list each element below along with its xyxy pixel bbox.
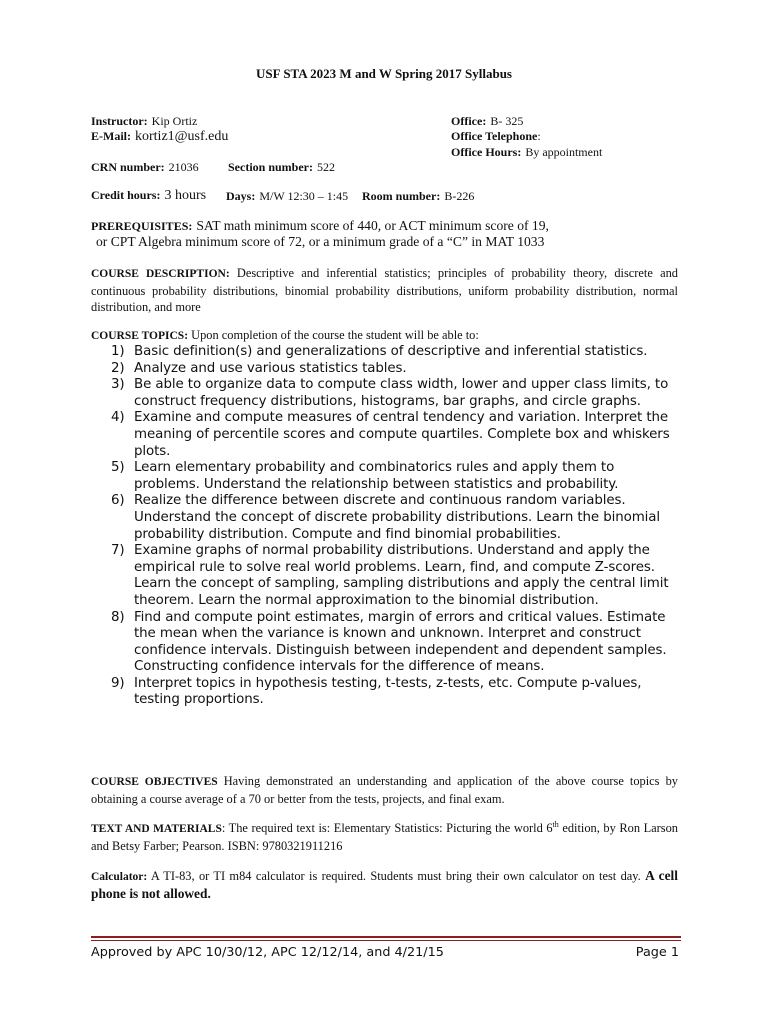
course-description [91,265,678,316]
crn-value: 21036 [168,160,199,174]
credit-hours-value: 3 hours [164,188,207,203]
list-item [91,610,681,676]
email-address[interactable]: kortiz1@usf.edu [135,129,229,144]
calculator-section [91,868,678,902]
list-item-text: Be able to organize data to compute class width, lower and upper class limits, to construct frequency distributions, histograms, bar graphs, and circle graphs. [134,377,669,409]
list-item [91,410,681,460]
credit-hours-line [91,186,206,204]
instructor-name: Kip Ortiz [151,114,198,128]
office-value: B- 325 [490,114,524,128]
crn-label: CRN number: [91,160,165,174]
list-item-number: 6) [111,493,125,509]
instructor-line: Instructor: Kip Ortiz [91,114,198,128]
list-item [91,493,681,543]
calculator-label: Calculator: [91,871,148,883]
office-line: Office: B- 325 [451,114,524,128]
instructor-label: Instructor [91,114,144,128]
list-item [91,377,681,410]
course-topics-intro: Upon completion of the course the student will be able to: [191,328,479,342]
course-topics-label: COURSE TOPICS: [91,330,189,342]
list-item [91,676,681,709]
office-telephone-line: Office Telephone: [451,129,541,143]
list-item-number: 4) [111,410,125,426]
office-telephone-label: Office Telephone [451,129,538,143]
list-item [91,460,681,493]
footer-rule-thin [91,940,681,941]
footer-rule-thick [91,936,681,938]
section-line [228,158,335,176]
text-materials-text-after: edition, by Ron Larson and Betsy Farber; Pearson. ISBN: 9780321911216 [91,821,678,853]
email-line: E-Mail: kortiz1@usf.edu [91,129,229,144]
days-label: Days: [226,189,256,203]
room-value: B-226 [444,189,475,203]
credit-hours-label: Credit hours: [91,188,161,202]
list-item-text: Learn elementary probability and combinatorics rules and apply them to problems. Understand the relationship between statistics and probability. [134,460,619,492]
section-value: 522 [317,160,335,174]
text-materials-text-before: The required text is: Elementary Statistics: Picturing the world 6 [228,821,553,835]
course-topics-heading [91,328,479,343]
room-line [362,187,474,205]
list-item [91,361,681,378]
list-item-number: 7) [111,543,125,559]
list-item-number: 2) [111,360,125,376]
list-item-text: Interpret topics in hypothesis testing, t-tests, z-tests, etc. Compute p-values, testing proportions. [134,675,642,708]
list-item-number: 8) [111,609,125,625]
section-label: Section number: [228,160,313,174]
room-label: Room number: [362,189,441,203]
prerequisites-line-1 [91,217,549,235]
footer-page-number: Page 1 [635,945,679,960]
course-description-text: Descriptive and inferential statistics; principles of probability theory, discrete and continuous probability distributions, binomial probability distributions, uniform probability distribution, normal distribution, and more [91,266,678,314]
crn-line [91,158,199,176]
days-value: M/W 12:30 – 1:45 [259,189,349,203]
list-item [91,344,681,361]
list-item [91,543,681,609]
office-hours-label: Office Hours: [451,145,522,159]
footer-approved: Approved by APC 10/30/12, APC 12/12/14, and 4/21/15 [91,945,444,960]
list-item-number: 5) [111,460,125,476]
course-description-label: COURSE DESCRIPTION: [91,268,230,280]
office-hours-value: By appointment [525,145,603,159]
prerequisites-text-1: SAT math minimum score of 440, or ACT minimum score of 19, [196,218,549,233]
course-topics-list [91,344,681,709]
list-item-text: Find and compute point estimates, margin of errors and critical values. Estimate the mean when the variance is known and unknown. Interpret and construct confidence intervals. Distinguish between independent and dependent samples. Constructing confidence intervals for the difference of means. [134,609,667,675]
email-label: E-Mail [91,129,127,143]
document-title: USF STA 2023 M and W Spring 2017 Syllabus [256,66,512,81]
office-hours-line [451,143,602,161]
list-item-number: 1) [111,344,125,359]
course-objectives-text: Having demonstrated an understanding and application of the above course topics by obtaining a course average of a 70 or better from the tests, projects, and final exam. [91,774,678,806]
list-item-number: 3) [111,377,125,393]
list-item-text: Realize the difference between discrete and continuous random variables. Understand the concept of discrete probability distributions. Learn the binomial probability distribution. Compute and find binomial probabilities. [134,493,661,542]
list-item-text: Analyze and use various statistics tables. [134,360,407,376]
text-materials-label: TEXT AND MATERIALS [91,823,222,835]
prerequisites-text-2: or CPT Algebra minimum score of 72, or a minimum grade of a “C” in MAT 1033 [96,234,545,249]
calculator-text: A TI-83, or TI m84 calculator is required. Students must bring their own calculator on test day. [150,869,641,883]
list-item-text: Examine and compute measures of central tendency and variation. Interpret the meaning of percentile scores and compute quartiles. Complete box and whiskers plots. [134,410,670,459]
prerequisites-label: PREREQUISITES: [91,219,193,233]
course-objectives [91,773,678,807]
text-and-materials: TEXT AND MATERIALS: The required text is: Elementary Statistics: Picturing the world 6th edition, by Ron Larson and Betsy Farber; Pearson. ISBN: 9780321911216 [91,819,678,853]
calculator-bold-text: A cell phone is not allowed. [91,868,678,901]
list-item-text: Basic definition(s) and generalizations of descriptive and inferential statistics. [134,344,648,359]
list-item-text: Examine graphs of normal probability distributions. Understand and apply the empirical rule to solve real world problems. Learn, find, and compute Z-scores. Learn the concept of sampling, sampling distributions and apply the central limit theorem. Learn the normal approximation to the binomial distribution. [134,543,669,608]
list-item-number: 9) [111,675,125,691]
days-line [226,187,348,205]
office-label: Office [451,114,483,128]
course-objectives-label: COURSE OBJECTIVES [91,776,218,788]
text-materials-sup: th [552,819,559,829]
